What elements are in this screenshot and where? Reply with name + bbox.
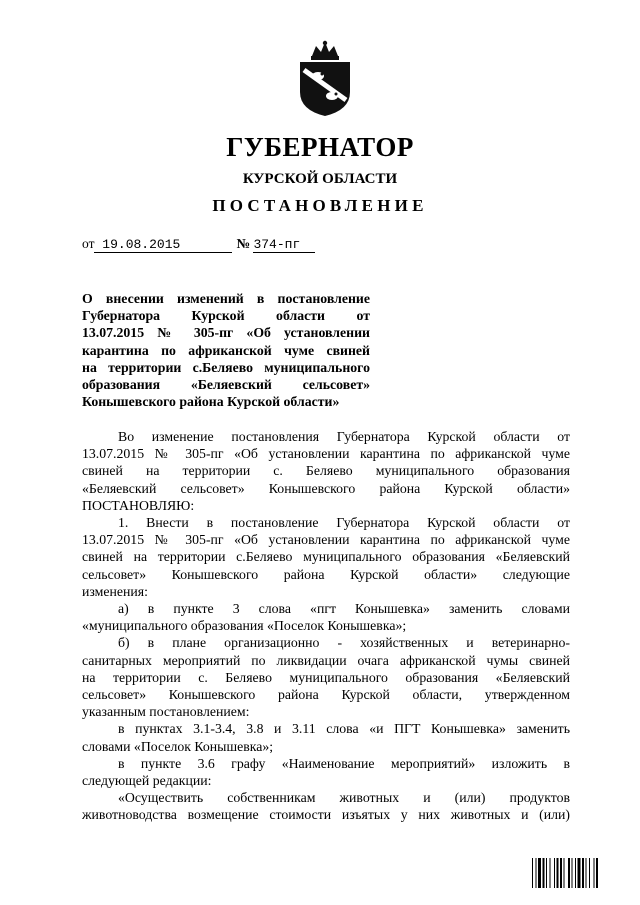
body-line: «муниципального образования «Поселок Конышевка»; bbox=[82, 618, 407, 634]
body-line: Во изменение постановления Губернатора Курской области от bbox=[118, 429, 570, 444]
body-line: «Беляевский сельсовет» Конышевского района Курской области» bbox=[82, 480, 570, 496]
subject-line: Конышевского района Курской области» bbox=[82, 394, 340, 410]
body-line: сельсовет» Конышевского района Курской области, утвержденном bbox=[82, 687, 570, 703]
subject-line: О внесении изменений в постановление bbox=[82, 291, 370, 306]
body-line: словами «Поселок Конышевка»; bbox=[82, 738, 274, 754]
document-number: 374-пг bbox=[253, 237, 315, 253]
body-line: «Осуществить собственникам животных и (или) продуктов bbox=[118, 790, 570, 806]
document-type: ПОСТАНОВЛЕНИЕ bbox=[212, 196, 428, 215]
barcode-icon bbox=[532, 858, 624, 888]
body-line: на территории с. Беляево муниципального образования «Беляевский bbox=[82, 669, 570, 685]
date-label: от bbox=[82, 236, 95, 251]
number-label: № bbox=[236, 236, 251, 251]
body-line: 13.07.2015 № 305-пг «Об установлении карантина по африканской чуме bbox=[82, 532, 570, 548]
subject-line: на территории с.Беляево муниципального bbox=[82, 359, 370, 375]
body-line: б) в плане организационно - хозяйственных и ветеринарно- bbox=[118, 635, 570, 651]
subject-line: образования «Беляевский сельсовет» bbox=[82, 377, 370, 393]
region-subtitle: КУРСКОЙ ОБЛАСТИ bbox=[242, 171, 398, 187]
body-line: санитарных мероприятий по ликвидации очага африканской чумы свиней bbox=[82, 652, 570, 668]
document-body bbox=[82, 428, 570, 824]
page-title: ГУБЕРНАТОР bbox=[226, 132, 414, 162]
subject-line: карантина по африканской чуме свиней bbox=[82, 342, 370, 358]
subject-line: Губернатора Курской области от bbox=[82, 308, 370, 324]
body-line: указанным постановлением: bbox=[82, 704, 250, 720]
coat-of-arms-kursk-icon bbox=[290, 40, 360, 118]
subject-line: 13.07.2015 № 305-пг «Об установлении bbox=[82, 325, 370, 341]
body-line: свиней на территории с. Беляево муниципального образования bbox=[82, 463, 570, 479]
body-line: 1. Внести в постановление Губернатора Курской области от bbox=[118, 515, 570, 531]
document-subject bbox=[82, 290, 370, 410]
body-line: в пункте 3.6 графу «Наименование мероприятий» изложить в bbox=[118, 755, 570, 771]
body-line: следующей редакции: bbox=[82, 773, 212, 789]
body-line: в пунктах 3.1-3.4, 3.8 и 3.11 слова «и ПГТ Конышевка» заменить bbox=[118, 721, 570, 737]
body-line: животноводства возмещение стоимости изъятых у них животных и (или) bbox=[82, 807, 570, 823]
body-line: свиней на территории с.Беляево муниципального образования «Беляевский bbox=[82, 549, 570, 565]
document-date: 19.08.2015 bbox=[94, 237, 232, 253]
body-line: сельсовет» Конышевского района Курской области» следующие bbox=[82, 566, 570, 582]
registration-line bbox=[82, 236, 315, 253]
body-line: а) в пункте 3 слова «пгт Конышевка» заменить словами bbox=[118, 601, 570, 617]
body-line: изменения: bbox=[82, 583, 148, 599]
body-line: ПОСТАНОВЛЯЮ: bbox=[82, 497, 195, 513]
body-line: 13.07.2015 № 305-пг «Об установлении карантина по африканской чуме bbox=[82, 446, 570, 462]
